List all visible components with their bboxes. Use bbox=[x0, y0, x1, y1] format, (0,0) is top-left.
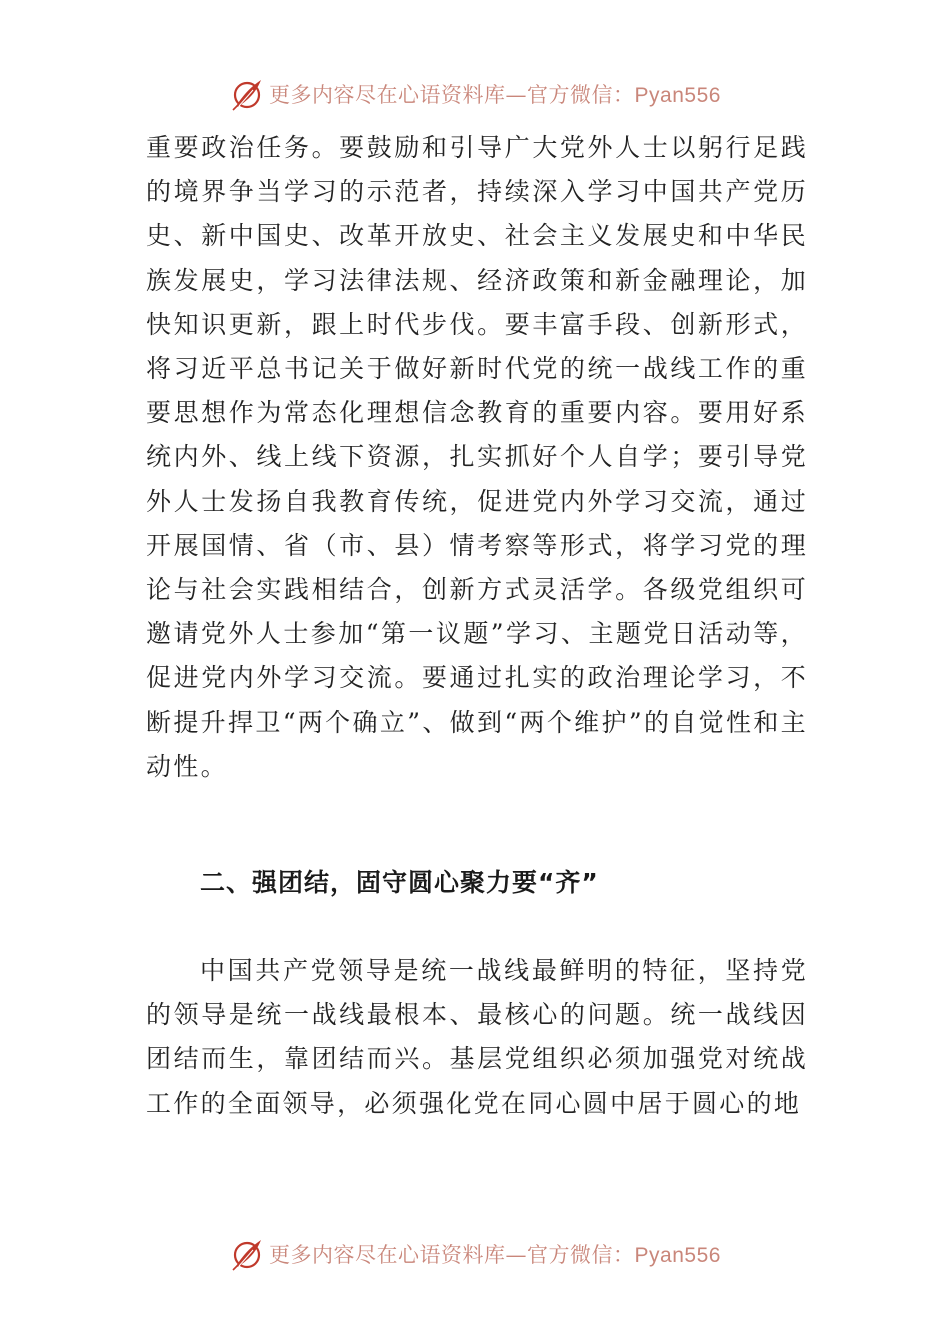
body-paragraph-1: 重要政治任务。要鼓励和引导广大党外人士以躬行足践的境界争当学习的示范者，持续深入学习中国共产党历史、新中国史、改革开放史、社会主义发展史和中华民族发展史，学习法律法规、经济政策和新金融理论，加快知识更新，跟上时代步伐。要丰富手段、创新形式，将习近平总书记关于做好新时代党的统一战线工作的重要思想作为常态化理想信念教育的重要内容。要用好系统内外、线上线下资源，扎实抓好个人自学；要引导党外人士发扬自我教育传统，促进党内外学习交流，通过开展国情、省（市、县）情考察等形式，将学习党的理论与社会实践相结合，创新方式灵活学。各级党组织可邀请党外人士参加“第一议题”学习、主题党日活动等，促进党内外学习交流。要通过扎实的政治理论学习，不断提升捍卫“两个确立”、做到“两个维护”的自觉性和主动性。 bbox=[146, 133, 808, 781]
footer-banner bbox=[0, 1230, 950, 1278]
footer-banner-label: 更多内容尽在心语资料库—官方微信： bbox=[269, 1243, 635, 1267]
feather-quill-logo-icon bbox=[229, 1236, 265, 1272]
header-banner-text bbox=[269, 79, 721, 109]
header-banner-label: 更多内容尽在心语资料库—官方微信： bbox=[269, 83, 635, 107]
body-paragraph-2: 中国共产党领导是统一战线最鲜明的特征，坚持党的领导是统一战线最根本、最核心的问题。统一战线因团结而生，靠团结而兴。基层党组织必须加强党对统战工作的全面领导，必须强化党在同心圆中居于圆心的地 bbox=[146, 956, 808, 1118]
footer-banner-id: Pyan556 bbox=[634, 1244, 721, 1267]
section-heading: 二、强团结，固守圆心聚力要“齐” bbox=[200, 868, 599, 898]
feather-quill-logo-icon bbox=[229, 76, 265, 112]
header-banner-id: Pyan556 bbox=[634, 84, 721, 107]
header-banner bbox=[0, 70, 950, 118]
footer-banner-text bbox=[269, 1239, 721, 1269]
document-body bbox=[146, 126, 808, 1126]
